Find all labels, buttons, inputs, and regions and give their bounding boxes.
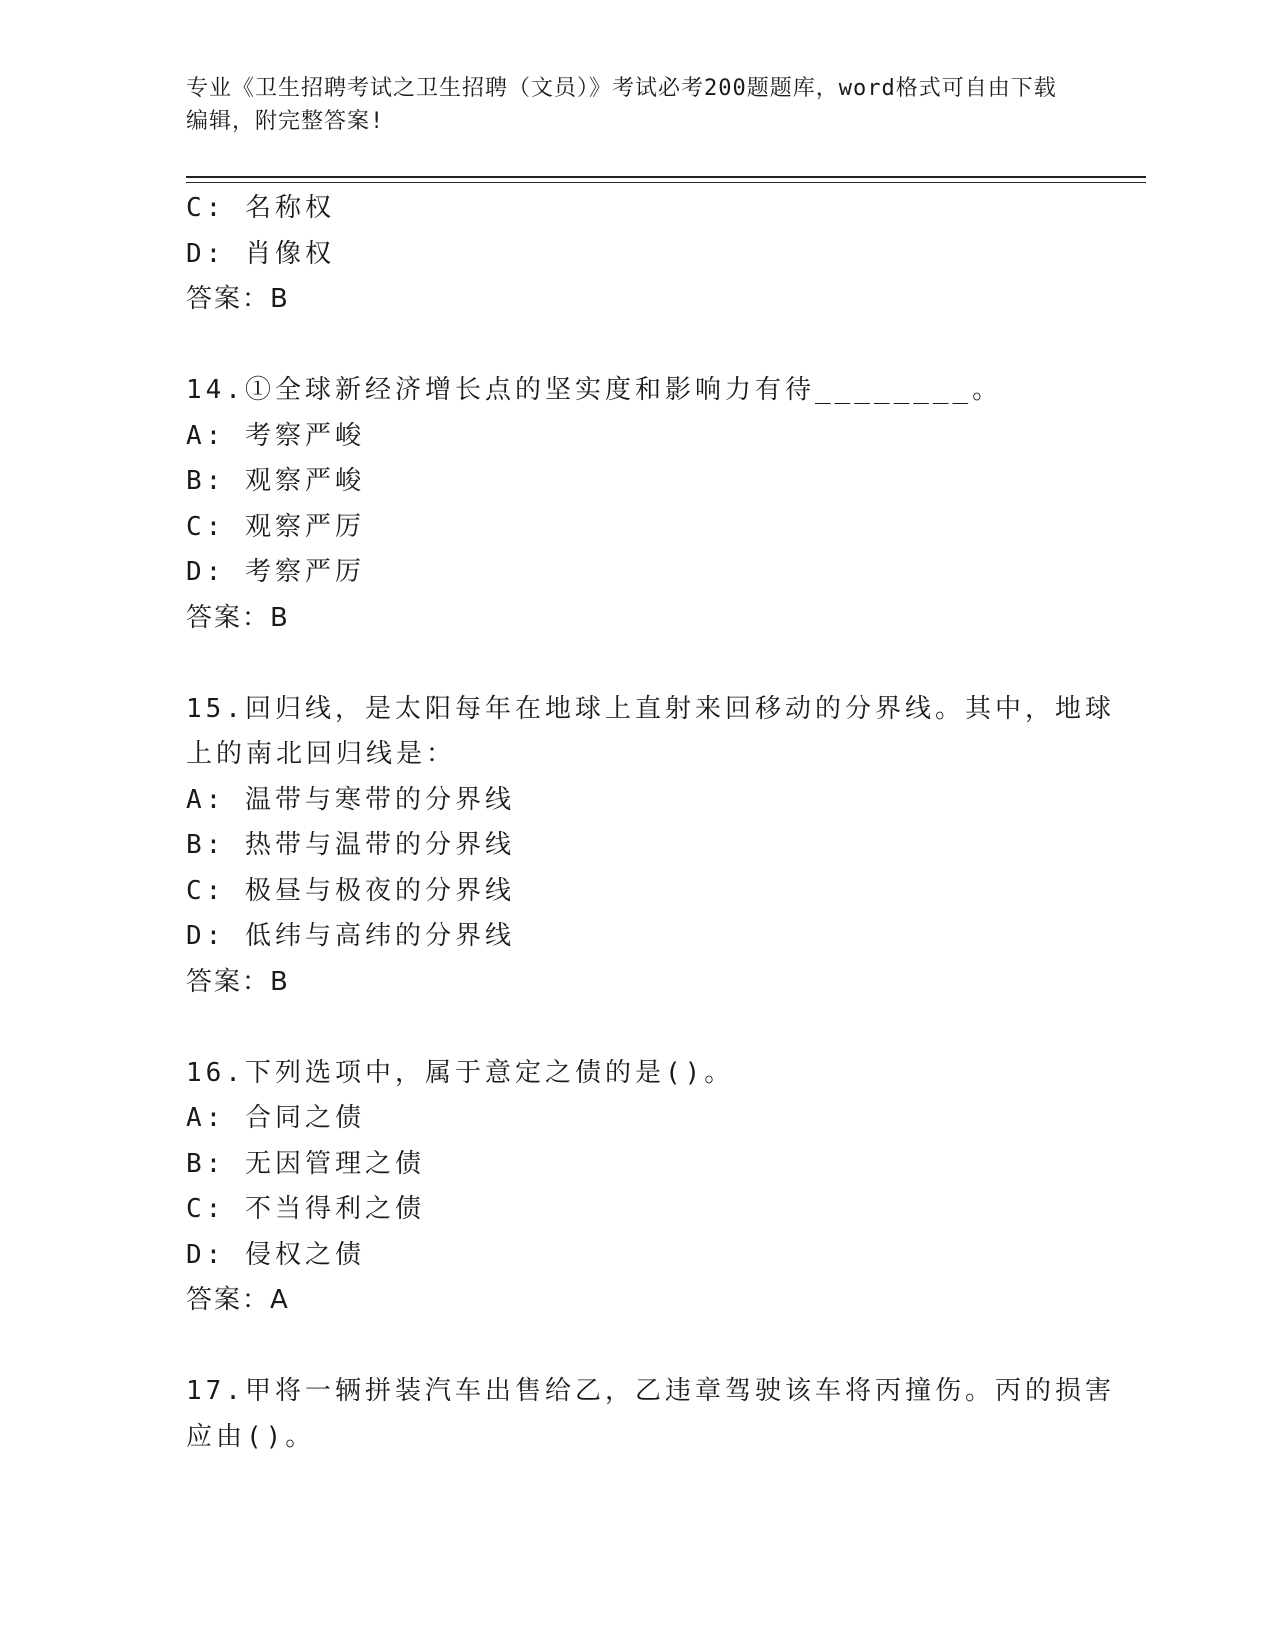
spacer xyxy=(186,1324,1086,1370)
page-header: 专业《卫生招聘考试之卫生招聘（文员）》考试必考200题题库，word格式可自由下载编辑，附完整答案! xyxy=(186,76,1057,134)
question-text: 16.下列选项中，属于意定之债的是()。 xyxy=(186,1057,735,1088)
question-text: 14.①全球新经济增长点的坚实度和影响力有待________。 xyxy=(186,375,1003,405)
question-16 xyxy=(186,1051,1086,1324)
option-a: A: 合同之债 xyxy=(186,1103,365,1133)
option-d: D: 低纬与高纬的分界线 xyxy=(186,921,515,951)
option-c: C: 观察严厉 xyxy=(186,511,365,542)
question-17 xyxy=(186,1369,1115,1460)
option-b: B: 无因管理之债 xyxy=(186,1148,425,1179)
question-text-line-1: 15.回归线，是太阳每年在地球上直射来回移动的分界线。其中，地球 xyxy=(186,693,1115,724)
header-rule-thick xyxy=(186,176,1146,178)
question-14 xyxy=(186,368,1086,641)
question-text-line-1: 17.甲将一辆拼装汽车出售给乙，乙违章驾驶该车将丙撞伤。丙的损害 xyxy=(186,1376,1115,1406)
option-b: B: 观察严峻 xyxy=(186,466,365,496)
answer-line: 答案：A xyxy=(186,1285,290,1315)
answer-line: 答案：B xyxy=(186,284,290,314)
option-d: D: 肖像权 xyxy=(186,238,335,269)
header-rule-thin xyxy=(186,182,1146,183)
answer-line: 答案：B xyxy=(186,602,290,633)
answer-line: 答案：B xyxy=(186,966,290,997)
question-text-line-2: 上的南北回归线是： xyxy=(186,739,457,769)
option-d: D: 考察严厉 xyxy=(186,557,365,587)
option-a: A: 考察严峻 xyxy=(186,420,365,451)
option-c: C: 名称权 xyxy=(186,193,335,223)
option-a: A: 温带与寒带的分界线 xyxy=(186,784,515,815)
spacer xyxy=(186,641,1086,687)
question-15 xyxy=(186,687,1115,1006)
question-content xyxy=(186,186,1115,1460)
option-c: C: 不当得利之债 xyxy=(186,1194,425,1224)
option-d: D: 侵权之债 xyxy=(186,1239,365,1270)
option-c: C: 极昼与极夜的分界线 xyxy=(186,875,515,906)
question-text-line-2: 应由()。 xyxy=(186,1421,316,1452)
spacer xyxy=(186,323,1086,369)
option-b: B: 热带与温带的分界线 xyxy=(186,830,515,860)
spacer xyxy=(186,1005,1086,1051)
